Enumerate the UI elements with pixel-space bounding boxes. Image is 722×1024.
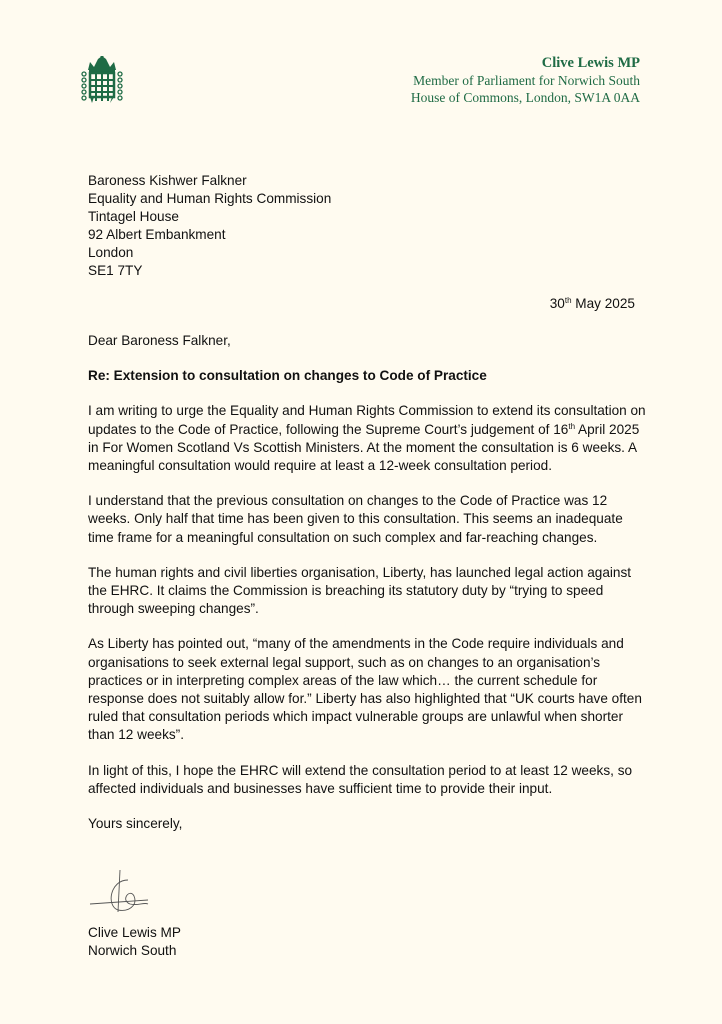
address-line: SE1 7TY [88,263,143,278]
subject-line: Re: Extension to consultation on changes to Code of Practice [88,368,487,384]
signature-constituency: Norwich South [88,943,177,958]
paragraph-5: In light of this, I hope the EHRC will extend the consultation period to at least 12 weeks, so affected individuals and businesses have sufficient time to provide their input. [88,762,633,796]
ordinal-suffix: th [568,421,576,431]
paragraph-1 [88,402,648,475]
paragraph-4: As Liberty has pointed out, “many of the amendments in the Code require individuals and organisations to seek external legal support, such as on changes to an organisation’s practices or in interpreting complex areas of the law which… the current schedule for response does not suitably allow for.” Liberty has also highlighted that “UK courts have often ruled that consultation periods which impact vulnerable groups are unlawful when shorter than 12 weeks”. [88,636,642,743]
date-day: 30 [549,296,565,311]
paragraph-2: I understand that the previous consultation on changes to the Code of Practice was 12 weeks. Only half that time has been given to this consultation. This seems an inadequate time frame for a meaningful consultation on such complex and far-reaching changes. [88,493,623,545]
salutation: Dear Baroness Falkner, [88,333,231,348]
paragraph-text: I am writing to urge the Equality and Human Rights Commission to extend its consultation on updates to the Code of Practice, following the Supreme Court’s judgement of 16 [88,403,646,437]
address-line: 92 Albert Embankment [88,227,226,242]
date-suffix: th [564,296,572,305]
letterhead [411,55,640,106]
sender-address: House of Commons, London, SW1A 0AA [410,90,640,105]
recipient-address [88,172,331,280]
paragraph-3: The human rights and civil liberties organisation, Liberty, has launched legal action against the EHRC. It claims the Commission is breaching its statutory duty by “trying to speed through sweeping changes”. [88,564,632,617]
letter-date [550,296,635,311]
address-line: Tintagel House [88,209,179,224]
portcullis-icon [80,56,124,106]
sender-role: Member of Parliament for Norwich South [413,73,640,88]
signoff [88,924,181,960]
address-line: London [88,245,134,260]
paragraph-text: April 2025 in For Women Scotland Vs Scottish Ministers. At the moment the consultation is 6 weeks. A meaningful consultation would require at least a 12-week consultation period. [88,421,640,474]
address-line: Equality and Human Rights Commission [88,191,332,206]
closing: Yours sincerely, [88,816,183,832]
address-line: Baroness Kishwer Falkner [88,173,247,188]
date-rest: May 2025 [571,296,635,311]
letter-body [88,332,648,850]
signature-name: Clive Lewis MP [88,925,181,940]
signature-icon [88,866,158,916]
sender-name: Clive Lewis MP [541,55,640,71]
